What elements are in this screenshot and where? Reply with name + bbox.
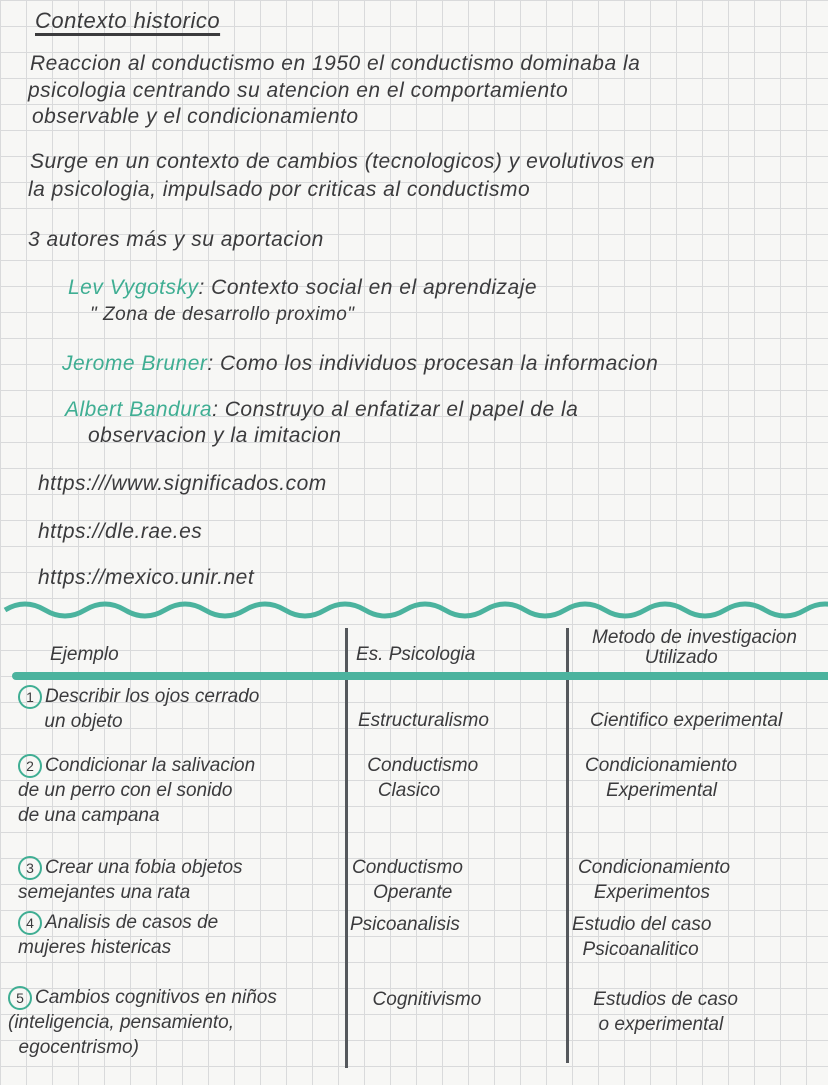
cell-ejemplo: Describir los ojos cerrado un objeto xyxy=(44,686,260,732)
row-number-badge: 3 xyxy=(18,856,42,880)
row-number-badge: 2 xyxy=(18,754,42,778)
cell-escuela: Psicoanalisis xyxy=(350,914,460,935)
cell-escuela: Estructuralismo xyxy=(358,710,489,731)
paragraph-line: la psicologia, impulsado por criticas al conductismo xyxy=(28,178,531,201)
column-divider xyxy=(566,628,569,1063)
cell-metodo: Estudios de caso o experimental xyxy=(593,989,738,1035)
author-contribution-detail: " Zona de desarrollo proximo" xyxy=(90,304,355,325)
author-name: Jerome Bruner xyxy=(62,352,208,375)
authors-heading: 3 autores más y su aportacion xyxy=(28,228,324,251)
page-title: Contexto historico xyxy=(35,8,221,33)
source-link: https:///www.significados.com xyxy=(38,472,327,495)
row-number-badge: 4 xyxy=(18,911,42,935)
cell-metodo: Condicionamiento Experimental xyxy=(585,755,738,801)
row-number-badge: 5 xyxy=(8,986,32,1010)
cell-escuela: Conductismo Clasico xyxy=(367,755,479,801)
cell-ejemplo: Crear una fobia objetos semejantes una rata xyxy=(18,857,243,903)
paragraph-line: Surge en un contexto de cambios (tecnologicos) y evolutivos en xyxy=(30,150,656,173)
cell-ejemplo: Cambios cognitivos en niños (inteligencia, pensamiento, egocentrismo) xyxy=(8,987,277,1058)
table-header-ejemplo: Ejemplo xyxy=(50,644,119,665)
table-header-metodo: Metodo de investigacion Utilizado xyxy=(592,627,797,668)
cell-metodo: Estudio del caso Psicoanalitico xyxy=(572,914,712,960)
cell-ejemplo: Analisis de casos de mujeres histericas xyxy=(18,912,219,958)
author-contribution: : Construyo al enfatizar el papel de la xyxy=(212,398,579,421)
table-header-escuela: Es. Psicologia xyxy=(356,644,476,665)
wavy-divider xyxy=(0,596,828,620)
author-contribution: : Contexto social en el aprendizaje xyxy=(198,276,538,299)
author-name: Lev Vygotsky xyxy=(68,276,199,299)
paragraph-line: observable y el condicionamiento xyxy=(32,105,359,128)
cell-escuela: Cognitivismo xyxy=(362,989,482,1010)
cell-metodo: Cientifico experimental xyxy=(590,710,783,731)
header-underline xyxy=(12,672,828,680)
author-contribution-detail: observacion y la imitacion xyxy=(88,424,342,447)
paragraph-line: Reaccion al conductismo en 1950 el conductismo dominaba la xyxy=(30,52,641,75)
paragraph-line: psicologia centrando su atencion en el comportamiento xyxy=(28,79,569,102)
cell-ejemplo: Condicionar la salivacion de un perro con el sonido de una campana xyxy=(18,755,256,826)
source-link: https://mexico.unir.net xyxy=(38,566,255,589)
author-contribution: : Como los individuos procesan la informacion xyxy=(207,352,659,375)
cell-escuela: Conductismo Operante xyxy=(352,857,463,903)
cell-metodo: Condicionamiento Experimentos xyxy=(578,857,731,903)
author-name: Albert Bandura xyxy=(65,398,213,421)
row-number-badge: 1 xyxy=(18,685,42,709)
column-divider xyxy=(345,628,348,1068)
source-link: https://dle.rae.es xyxy=(38,520,203,543)
